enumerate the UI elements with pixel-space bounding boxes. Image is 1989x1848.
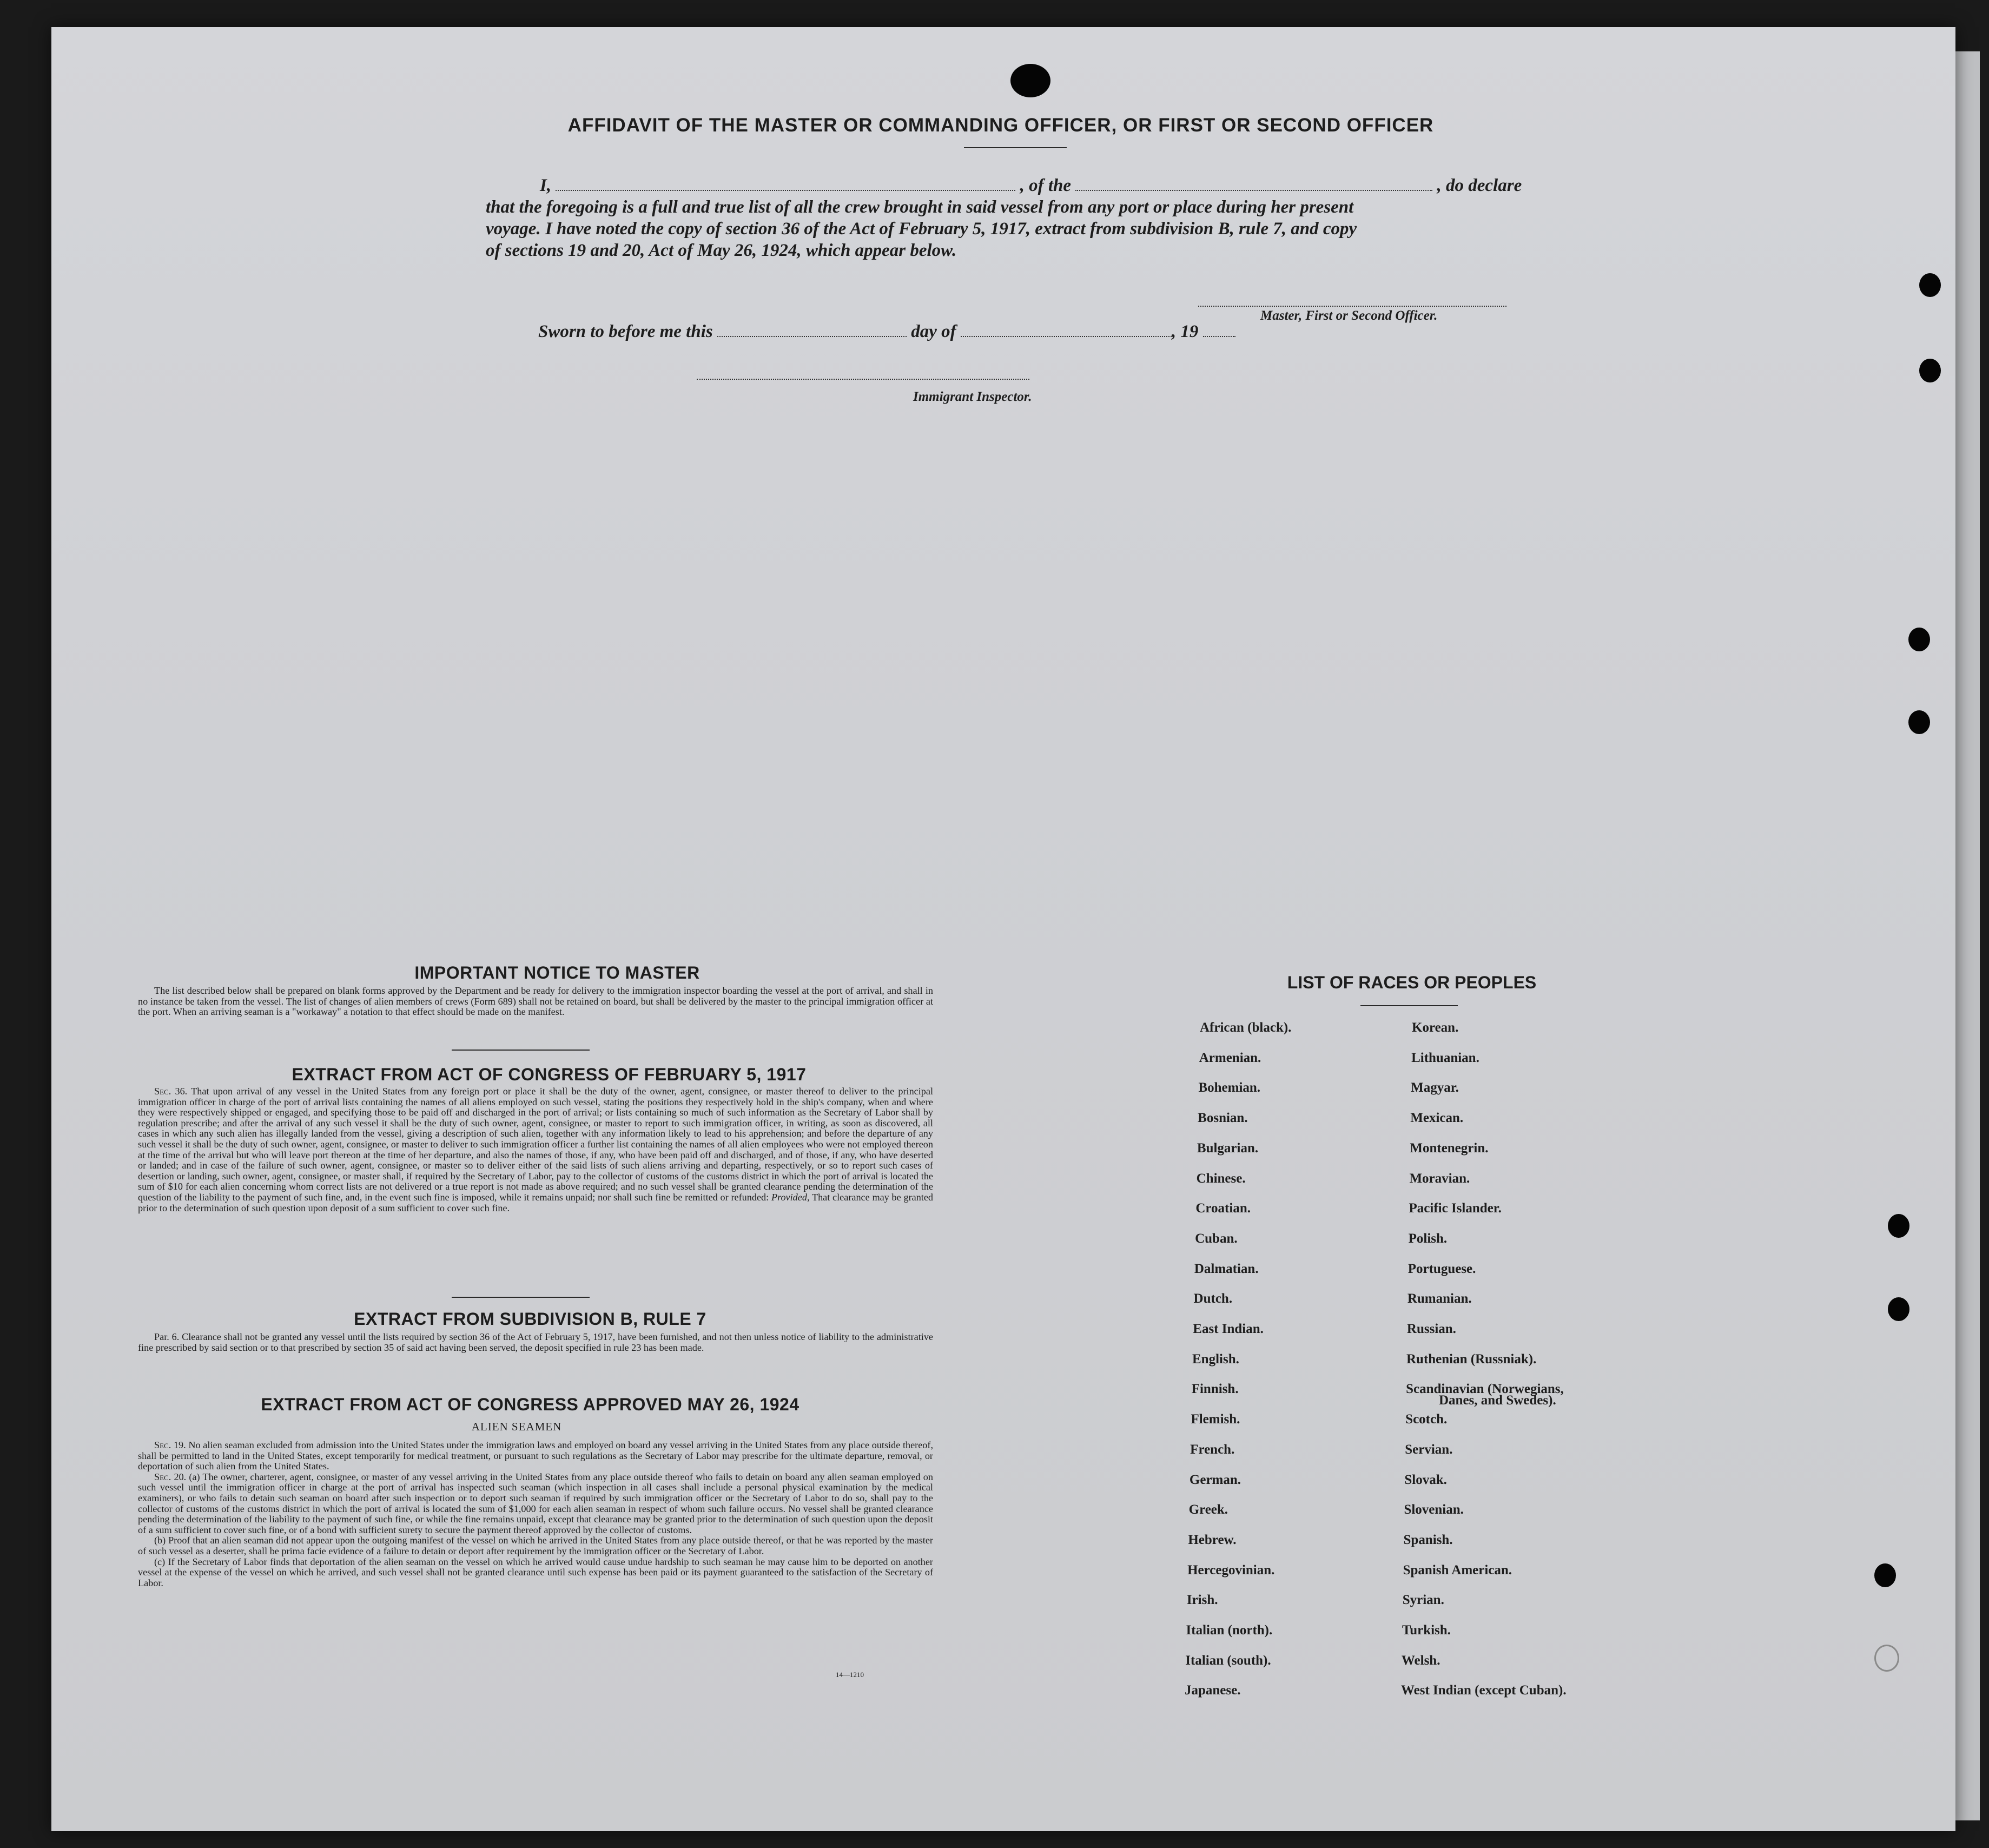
sworn-day-field[interactable]: [717, 335, 907, 337]
punch-hole: [1888, 1297, 1909, 1321]
race-item: Spanish.: [1403, 1532, 1453, 1547]
section-20c-text: (c) If the Secretary of Labor finds that deportation of the alien seaman on the vessel on which he arrived would cause undue hardship to such seaman he may cause him to be deported on another vessel at the expense of the vessel on which he arrived, and such vessel shall not be granted clearance until such expense has been paid or its payment guaranteed to the satisfaction of the Secretary of Labor.: [138, 1556, 933, 1588]
inspector-signature-line[interactable]: [697, 379, 1029, 380]
race-item: Montenegrin.: [1410, 1140, 1489, 1156]
race-item: Bosnian.: [1198, 1111, 1248, 1126]
races-divider: [1360, 1005, 1458, 1006]
race-item: Flemish.: [1191, 1412, 1240, 1427]
provided-label: Provided,: [771, 1191, 810, 1203]
race-item: Turkish.: [1402, 1623, 1451, 1638]
race-item: Polish.: [1408, 1231, 1448, 1246]
section-20-text: (a) The owner, charterer, agent, consignee, or master of any vessel arriving in the United States from any place outside thereof who fails to detain on board any alien seaman employed on such vessel until the immigration officer in charge at the port of arrival has inspected such seaman (which inspection in all cases shall include a personal physical examination by the medical examiners), or who fails to detain such seaman on board after such inspection or to deport such seaman if required by such immigration officer or the Secretary of Labor to do so, shall pay to the collector of customs of the customs district in which the port of arrival is located the sum of $1,000 for each alien seaman in respect of whom such failure occurs. No vessel shall be granted clearance pending the determination of the liability to the payment of such fine, or while the fine remains unpaid, except that clearance may be granted prior to the determination of such question upon the deposit of a sum sufficient to cover such fine, or of a bond with sufficient surety to secure the payment thereof approved by the collector of customs.: [138, 1471, 933, 1535]
race-item: Magyar.: [1411, 1080, 1459, 1095]
race-item: Pacific Islander.: [1409, 1201, 1502, 1216]
extract-rule7-title: EXTRACT FROM SUBDIVISION B, RULE 7: [354, 1309, 706, 1329]
notice-paragraph: The list described below shall be prepared on blank forms approved by the Department and be ready for delivery to the immigration inspector boarding the vessel at the port of arrival, and shall in no instance be taken from the vessel. The list of changes of alien members of crews (Form 689) shall not be retained on board, but shall be delivered by the master to the principal immigration officer at the port. When an arriving seaman is a "workaway" a notation to that effect should be made on the manifest.: [138, 985, 933, 1018]
punch-hole-empty: [1874, 1645, 1899, 1672]
race-item: Dutch.: [1193, 1291, 1233, 1306]
punch-hole: [1908, 710, 1930, 734]
race-item: Portuguese.: [1408, 1261, 1476, 1276]
race-item: Dalmatian.: [1194, 1261, 1259, 1276]
section-36-label: Sec. 36.: [154, 1086, 188, 1097]
race-item: Irish.: [1186, 1593, 1218, 1608]
day-of-label: day of: [911, 322, 956, 341]
race-item: Syrian.: [1402, 1593, 1444, 1608]
race-item: Lithuanian.: [1411, 1050, 1479, 1065]
master-signature-line[interactable]: [1198, 306, 1506, 307]
race-item: Russian.: [1406, 1322, 1456, 1336]
race-item: English.: [1192, 1351, 1239, 1367]
sworn-month-field[interactable]: [961, 335, 1172, 337]
affidavit-declare-label: , do declare: [1437, 176, 1522, 195]
race-item: Moravian.: [1409, 1171, 1470, 1186]
race-item: Scotch.: [1405, 1412, 1448, 1427]
form-number: 14—1210: [836, 1671, 864, 1679]
master-signature-label: Master, First or Second Officer.: [1260, 308, 1438, 323]
sworn-year-field[interactable]: [1203, 335, 1235, 337]
sworn-line: [538, 322, 1235, 342]
race-item: Armenian.: [1199, 1050, 1261, 1065]
race-item: Danes, and Swedes).: [1439, 1393, 1556, 1408]
section-36-text-end: That clearance may be granted prior to the determination of such question upon deposit of a sum sufficient to cover such fine.: [138, 1191, 934, 1213]
race-item: Cuban.: [1195, 1231, 1238, 1246]
race-item: Japanese.: [1185, 1683, 1241, 1698]
sworn-label: Sworn to before me this: [538, 322, 713, 341]
title-divider: [964, 147, 1067, 148]
extract-rule7-text: [138, 1332, 933, 1353]
punch-hole: [1919, 273, 1941, 297]
race-item: Hebrew.: [1188, 1532, 1237, 1547]
rule7-paragraph: Par. 6. Clearance shall not be granted any vessel until the lists required by section 36 of the Act of February 5, 1917, have been furnished, and not then unless notice of liability to the administrative fine prescribed by said section or to that prescribed by section 35 of said act having been served, the deposit specified in rule 23 has been made.: [138, 1331, 933, 1353]
extract-1924-title: EXTRACT FROM ACT OF CONGRESS APPROVED MAY 26, 1924: [261, 1395, 799, 1414]
divider: [452, 1297, 590, 1298]
race-item: Hercegovinian.: [1187, 1562, 1275, 1578]
punch-hole: [1874, 1563, 1896, 1587]
punch-hole: [1919, 359, 1941, 382]
race-item: Scandinavian (Norwegians,: [1406, 1382, 1564, 1397]
race-item: East Indian.: [1193, 1322, 1264, 1336]
race-item: Bohemian.: [1198, 1080, 1261, 1095]
race-item: Ruthenian (Russniak).: [1406, 1351, 1537, 1367]
race-item: Chinese.: [1196, 1171, 1246, 1186]
race-item: Mexican.: [1410, 1111, 1464, 1126]
race-item: African (black).: [1200, 1020, 1292, 1035]
notice-title: IMPORTANT NOTICE TO MASTER: [414, 963, 700, 982]
race-item: Slovak.: [1404, 1472, 1447, 1487]
affidavit-line-4: of sections 19 and 20, Act of May 26, 1924, which appear below.: [486, 241, 957, 260]
affidavit-line-1: [540, 176, 1522, 196]
race-item: Finnish.: [1191, 1382, 1239, 1397]
affidavit-of-the-label: , of the: [1020, 176, 1072, 195]
punch-hole: [1908, 628, 1930, 651]
race-item: Rumanian.: [1407, 1291, 1472, 1306]
race-item: Spanish American.: [1403, 1562, 1512, 1578]
divider: [452, 1050, 590, 1051]
race-item: Servian.: [1405, 1442, 1453, 1457]
races-title: LIST OF RACES OR PEOPLES: [1287, 973, 1537, 992]
affidavit-i-label: I,: [540, 176, 552, 195]
extract-1924-text: [138, 1440, 933, 1588]
alien-seamen-subtitle: ALIEN SEAMEN: [471, 1420, 562, 1433]
section-20b-text: (b) Proof that an alien seaman did not appear upon the outgoing manifest of the vessel on which he arrived in the United States from any place outside thereof, or that he was reported by the master of such vessel as a deserter, shall be prima facie evidence of a failure to detain or deport after requirement by the immigration officer or the Secretary of Labor.: [138, 1535, 933, 1556]
race-item: West Indian (except Cuban).: [1401, 1683, 1567, 1698]
race-item: Welsh.: [1401, 1653, 1440, 1668]
section-19-label: Sec. 19.: [154, 1440, 186, 1450]
section-20-label: Sec. 20.: [154, 1471, 187, 1482]
year-label: , 19: [1171, 322, 1199, 341]
affidavit-line-2: that the foregoing is a full and true list of all the crew brought in said vessel from any port or place during her present: [486, 197, 1354, 217]
notice-text: [138, 986, 933, 1018]
extract-1917-title: EXTRACT FROM ACT OF CONGRESS OF FEBRUARY 5, 1917: [292, 1065, 807, 1084]
name-field[interactable]: [556, 189, 1015, 191]
punch-hole: [1888, 1214, 1909, 1238]
extract-1917-text: [138, 1086, 933, 1213]
race-item: Italian (south).: [1185, 1653, 1271, 1668]
race-item: French.: [1190, 1442, 1235, 1457]
inspector-signature-label: Immigrant Inspector.: [913, 390, 1032, 404]
section-36-text: That upon arrival of any vessel in the United States from any foreign port or place it shall be the duty of the owner, agent, consignee, or master thereof to deliver to the principal immigration officer in charge of the port of arrival lists containing the names of all aliens employed on such vessel, stating the positions they respectively hold in the ship's company, when and where they were respectively shipped or engaged, and specifying those to be paid off and discharged in the port of arrival; or lists containing so much of such information as the Secretary of Labor shall by regulation prescribe; and after the arrival of any such vessel it shall be the duty of such owner, agent, consignee, or master to report to such immigration officer, in writing, as soon as discovered, all cases in which any such alien has illegally landed from the vessel, giving a description of such alien, together with any information likely to lead to his apprehension; and before the departure of any such vessel it shall be the duty of such owner, agent, consignee, or master to deliver to such immigration officer a further list containing the names of all alien employees who were not employed thereon at the time of the arrival but who will leave port thereon at the time of her departure, and also the names of those, if any, who have been paid off and discharged, and of those, if any, who have deserted or landed; and in case of the failure of such owner, agent, consignee, or master so to deliver either of the said lists of such aliens arriving and departing, respectively, or so to report such cases of desertion or landing, such owner, agent, consignee, or master shall, if required by the Secretary of Labor, pay to the collector of customs of the customs district in which the port of arrival is located the sum of $10 for each alien concerning whom correct lists are not delivered or a true report is not made as above required; and no such vessel shall be granted clearance pending the determination of the question of the liability to the payment of such fine, and, in the event such fine is imposed, while it remains unpaid; nor shall such fine be remitted or refunded:: [138, 1086, 934, 1203]
race-item: Korean.: [1412, 1020, 1459, 1035]
section-19-text: No alien seaman excluded from admission into the United States under the immigration laws and employed on board any vessel arriving in the United States from any place outside thereof, shall be permitted to land in the United States, except temporarily for medical treatment, or pursuant to such regulations as the Secretary of Labor may prescribe for the ultimate departure, removal, or deportation of such alien from the United States.: [138, 1440, 933, 1472]
affidavit-title: AFFIDAVIT OF THE MASTER OR COMMANDING OFFICER, OR FIRST OR SECOND OFFICER: [567, 115, 1434, 136]
race-item: Greek.: [1188, 1502, 1228, 1517]
vessel-field[interactable]: [1075, 189, 1432, 191]
race-item: Slovenian.: [1404, 1502, 1464, 1517]
race-item: Italian (north).: [1186, 1623, 1273, 1638]
race-item: German.: [1189, 1472, 1241, 1487]
punch-hole-top: [1010, 64, 1050, 97]
affidavit-line-3: voyage. I have noted the copy of section 36 of the Act of February 5, 1917, extract from subdivision B, rule 7, and copy: [486, 219, 1357, 239]
race-item: Croatian.: [1195, 1201, 1251, 1216]
race-item: Bulgarian.: [1197, 1140, 1259, 1156]
